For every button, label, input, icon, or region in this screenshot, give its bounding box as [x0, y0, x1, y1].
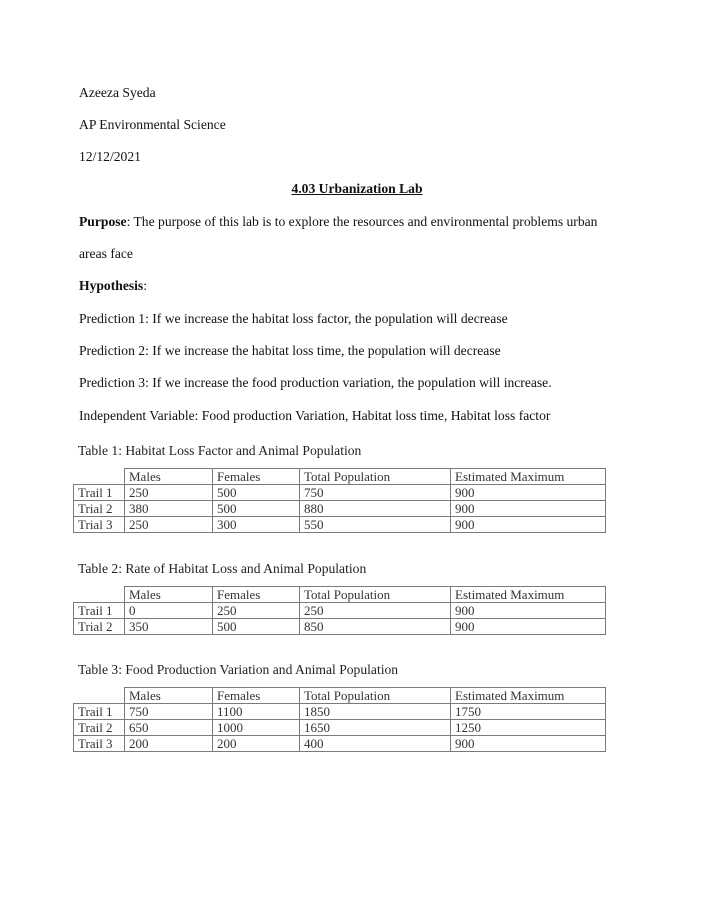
table-cell: 250	[125, 485, 213, 501]
table-cell: 1650	[300, 720, 451, 736]
table3-caption: Table 3: Food Production Variation and Animal Population	[78, 662, 399, 677]
table2	[73, 586, 606, 635]
independent-variable: Independent Variable: Food production Variation, Habitat loss time, Habitat loss factor	[79, 408, 551, 423]
column-header: Females	[213, 587, 300, 603]
table-header-row	[74, 688, 606, 704]
row-label-cell: Trail 3	[74, 736, 125, 752]
table-cell: 900	[451, 619, 606, 635]
column-header: Males	[125, 587, 213, 603]
purpose-label: Purpose	[79, 214, 127, 229]
table-cell: 900	[451, 603, 606, 619]
table-cell: 900	[451, 517, 606, 533]
column-header: Females	[213, 688, 300, 704]
table-row	[74, 720, 606, 736]
column-header: Total Population	[300, 688, 451, 704]
table-cell: 900	[451, 736, 606, 752]
table-cell: 650	[125, 720, 213, 736]
table-header-row	[74, 587, 606, 603]
prediction-3: Prediction 3: If we increase the food production variation, the population will increase.	[79, 375, 552, 390]
table-cell: 850	[300, 619, 451, 635]
hypothesis-label: Hypothesis	[79, 278, 144, 293]
column-header: Estimated Maximum	[451, 688, 606, 704]
row-label-cell: Trial 2	[74, 619, 125, 635]
table-cell: 900	[451, 501, 606, 517]
table-cell: 250	[213, 603, 300, 619]
table-cell: 200	[213, 736, 300, 752]
column-header: Males	[125, 469, 213, 485]
table-cell: 1250	[451, 720, 606, 736]
table-cell: 500	[213, 619, 300, 635]
author-name: Azeeza Syeda	[79, 85, 156, 100]
table-cell: 500	[213, 485, 300, 501]
table-cell: 880	[300, 501, 451, 517]
table-cell: 350	[125, 619, 213, 635]
table-cell: 500	[213, 501, 300, 517]
column-header: Estimated Maximum	[451, 587, 606, 603]
purpose-line	[79, 214, 597, 230]
column-header: Estimated Maximum	[451, 469, 606, 485]
column-header: Males	[125, 688, 213, 704]
table-row	[74, 619, 606, 635]
table-row	[74, 736, 606, 752]
row-label-cell: Trail 1	[74, 603, 125, 619]
table1	[73, 468, 606, 533]
table-cell: 550	[300, 517, 451, 533]
table-cell: 250	[300, 603, 451, 619]
row-label-cell: Trail 1	[74, 704, 125, 720]
table-cell: 1100	[213, 704, 300, 720]
prediction-2: Prediction 2: If we increase the habitat loss time, the population will decrease	[79, 343, 501, 358]
column-header: Total Population	[300, 469, 451, 485]
table-cell: 200	[125, 736, 213, 752]
row-label-cell: Trial 2	[74, 501, 125, 517]
table-corner-cell	[74, 469, 125, 485]
row-label-cell: Trail 1	[74, 485, 125, 501]
hypothesis-line	[79, 278, 147, 294]
table2-caption: Table 2: Rate of Habitat Loss and Animal Population	[78, 561, 367, 576]
table-cell: 750	[125, 704, 213, 720]
course-name: AP Environmental Science	[79, 117, 226, 132]
table-cell: 750	[300, 485, 451, 501]
table-row	[74, 603, 606, 619]
column-header: Total Population	[300, 587, 451, 603]
purpose-text-1: : The purpose of this lab is to explore the resources and environmental problems urban	[126, 214, 598, 229]
table-corner-cell	[74, 688, 125, 704]
table-row	[74, 485, 606, 501]
table-row	[74, 704, 606, 720]
column-header: Females	[213, 469, 300, 485]
table-cell: 1000	[213, 720, 300, 736]
hypothesis-colon: :	[143, 278, 147, 293]
purpose-text-2: areas face	[79, 246, 133, 261]
table3	[73, 687, 606, 752]
table-cell: 900	[451, 485, 606, 501]
row-label-cell: Trial 3	[74, 517, 125, 533]
document-title	[0, 181, 714, 197]
table-header-row	[74, 469, 606, 485]
table-cell: 1750	[451, 704, 606, 720]
row-label-cell: Trail 2	[74, 720, 125, 736]
prediction-1: Prediction 1: If we increase the habitat loss factor, the population will decrease	[79, 311, 508, 326]
table1-caption: Table 1: Habitat Loss Factor and Animal Population	[78, 443, 362, 458]
table-row	[74, 517, 606, 533]
table-cell: 250	[125, 517, 213, 533]
table-row	[74, 501, 606, 517]
table-cell: 1850	[300, 704, 451, 720]
document-date: 12/12/2021	[79, 149, 141, 164]
table-cell: 300	[213, 517, 300, 533]
table-cell: 400	[300, 736, 451, 752]
document-title-text: 4.03 Urbanization Lab	[291, 181, 423, 196]
table-cell: 380	[125, 501, 213, 517]
table-cell: 0	[125, 603, 213, 619]
table-corner-cell	[74, 587, 125, 603]
